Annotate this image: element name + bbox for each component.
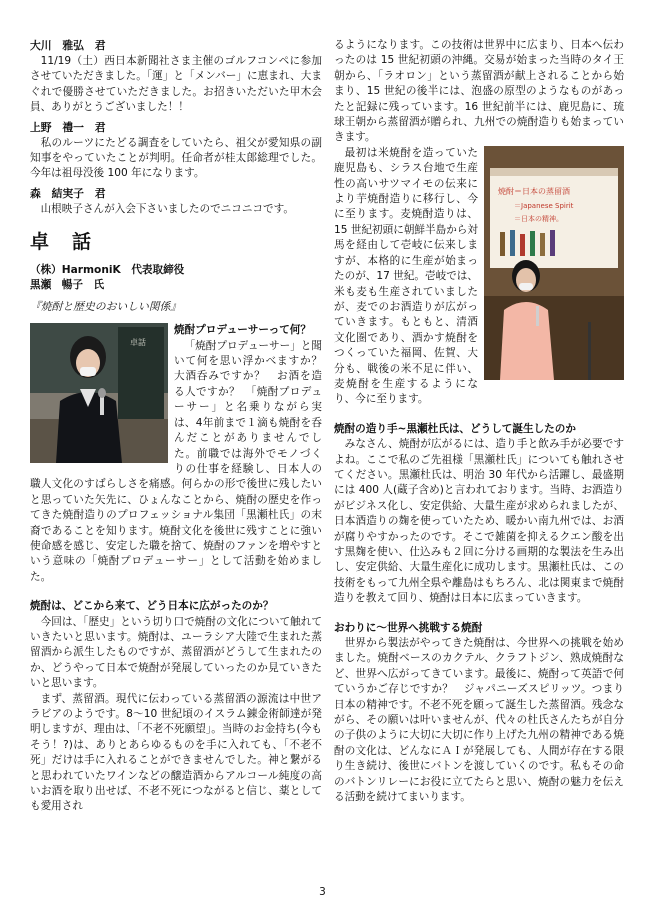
- section-title: 卓 話: [30, 231, 94, 254]
- spacer: [334, 607, 624, 621]
- member-name: 森 結実子 君: [30, 186, 106, 200]
- speaker-photo-left: [30, 323, 168, 463]
- speaker-org: （株）HarmoniK 代表取締役: [30, 264, 185, 277]
- spacer: [334, 408, 624, 422]
- speaker-photo-illustration: [30, 323, 168, 463]
- speaker-photo-right: [484, 146, 624, 380]
- body-regional: 最初は米焼酎を造っていた鹿児島も、シラス台地で生産性の高いサツマイモの伝来により芋焼酎造りに移行し、今に至ります。麦焼酎造りは、15 世紀初頭に朝鮮半島から対馬を経由して壱岐に伝来しますが、本格的に生産が始まったのが、17 世紀。壱岐では、米も麦も生産されていましたが、麦でのお酒造りが広がっていきます。もともと、清酒文化圏であり、酒かす焼酎をつくっていた福岡、佐賀、大分も、戦後の米不足に伴い、麦焼酎を生産するようになり、今に至ります。: [334, 146, 478, 406]
- heading-kurose-toji: 焼酎の造り手~黒瀬杜氏は、どうして誕生したのか: [334, 422, 576, 435]
- heading-shochu-producer: 焼酎プロデューサーって何？: [174, 324, 311, 337]
- heading-conclusion: おわりに〜世界へ挑戦する焼酎: [334, 621, 483, 634]
- slide-title: 焼酎＝日本の蒸留酒: [498, 186, 570, 196]
- spacer: [30, 585, 322, 599]
- member-name: 上野 禮一 君: [30, 120, 106, 134]
- slide-line3: ＝日本の精神。: [514, 214, 563, 223]
- blackboard-text: 卓話: [130, 338, 146, 348]
- body-shochu-producer: 「焼酎プロデューサー」と聞いて何を思い浮かべますか？ 大酒呑みですか？ お酒を造る人ですか？ 「焼酎プロデューサー」と名乗りながら実は、4年前まで１滴も焼酎を呑んだことがありませんでした。前職では海外でモノづくりの仕事を経験し、日本人の職人文化のすばらしさを痛感。何らかの形で後世に残したいと思っていた矢先に、ひょんなことから、焼酎の歴史を作ってきた焼酎造りのプロフェッショナル集団「黒瀬杜氏」の末裔であることを知ります。焼酎文化を後世に残すことに強い使命感を感じ、安定した職を捨て、焼酎のファンを増やすという意味の「焼酎プロデューサー」として活動を始めました。: [30, 339, 333, 583]
- member-comment: 私のルーツにたどる調査をしていたら、祖父が愛知県の副知事をやっていたことが判明。任命者が桂太郎総理でした。今年は祖母没後 100 年になります。: [30, 136, 322, 180]
- right-column: [334, 38, 624, 806]
- body-kurose-toji: みなさん、焼酎が広がるには、造り手と飲み手が必要ですよね。ここで私のご先祖様「黒瀬杜氏」についても触れさせてください。黒瀬杜氏は、明治 30 年代から活躍し、最盛期には 400 人(蔵子含め)と言われております。当時、お酒造りがビジネス化し、安定供給、大量生産が求められましたが、日本酒造りの麹を使っていたため、暖かい南九州では、お酒が腐りやすかったのです。そこで雑菌を抑えるクエン酸を出す黒麹を使い、仕込みも２回に分ける画期的な製法を生み出し、安定供給、大量生産化に成功します。黒瀬杜氏は、この技術をもって九州全県や離島はもちろん、北は関東まで焼酎造りを教えて回り、焼酎は日本に広まっていきます。: [334, 438, 624, 605]
- body-origin-2: まず、蒸留酒。現代に伝わっている蒸留酒の源流は中世アラビアのようです。8〜10 世紀頃のイスラム錬金術師達が発明しますが、理由は、「不老不死願望」。当時のお金持ち(今もそう！?)は、ありとあらゆるものを手に入れても、「不老不死」だけは手に入れることができませんでした。神と繋がると思われていたワインなどの醸造酒からアルコール純度の高いお酒を取り出せば、不老不死につながると信じ、薬としても愛用され: [30, 692, 322, 813]
- talk-topic: 『焼酎と歴史のおいしい関係』: [30, 300, 182, 314]
- slide-line2: ＝Japanese Spirit: [514, 201, 574, 210]
- lecture-photo-illustration: [484, 146, 624, 380]
- speaker-name: 黒瀬 暢子 氏: [30, 279, 105, 292]
- body-origin-1: 今回は、「歴史」という切り口で焼酎の文化について触れていきたいと思います。焼酎は、ユーラシア大陸で生まれた蒸留酒から派生したものですが、蒸留酒がどうして生まれたのか、どうやって日本で焼酎が発展していったのか見ていきたいと思います。: [30, 615, 322, 690]
- body-continued: るようになります。この技術は世界中に広まり、日本へ伝わったのは 15 世紀初頭の沖縄。交易が始まった当時のタイ王朝から、「ラオロン」という蒸留酒が献上されることから始まり、15 世紀の後半には、泡盛の原型のようなものがあったと記録に残っています。16 世紀前半には、鹿児島に、琉球王朝から蒸留酒が贈られ、九州での焼酎造りも始まっていきます。: [334, 39, 624, 144]
- body-conclusion: 世界から製法がやってきた焼酎は、今世界への挑戦を始めました。焼酎ベースのカクテル、クラフトジン、熟成焼酎など、世界へ広がってきています。最後に、焼酎って英語で何ていうかご存じですか？ ジャパニーズスピリッツ。つまり日本の精神です。不老不死を願って誕生した蒸留酒。残念ながら、その願いは叶いませんが、代々の杜氏さんたちが自分の子供のように大切に大切に作り上げた九州の精神である焼酎の文化は、どんなにＡＩが発展しても、人間が存在する限り生き続け、後世にバトンを渡していくのです。私もその命のバトンリレーにお役に立てたらと思い、焼酎の魅力を伝える活動を続けてまいります。: [334, 637, 624, 804]
- page-number: 3: [319, 886, 326, 898]
- member-name: 大川 雅弘 君: [30, 39, 106, 52]
- left-column: [30, 38, 333, 815]
- member-comment: 山根映子さんが入会下さいましたのでニコニコです。: [40, 202, 294, 215]
- member-comment: 11/19（土）西日本新聞社さま主催のゴルフコンペに参加させていただきました。「運」と「メンバー」に恵まれ、大まぐれで優勝させていただきました。お招きいただいた甲木会員、ありがとうございました！！: [30, 55, 322, 114]
- heading-origin: 焼酎は、どこから来て、どう日本に広がったのか？: [30, 600, 274, 613]
